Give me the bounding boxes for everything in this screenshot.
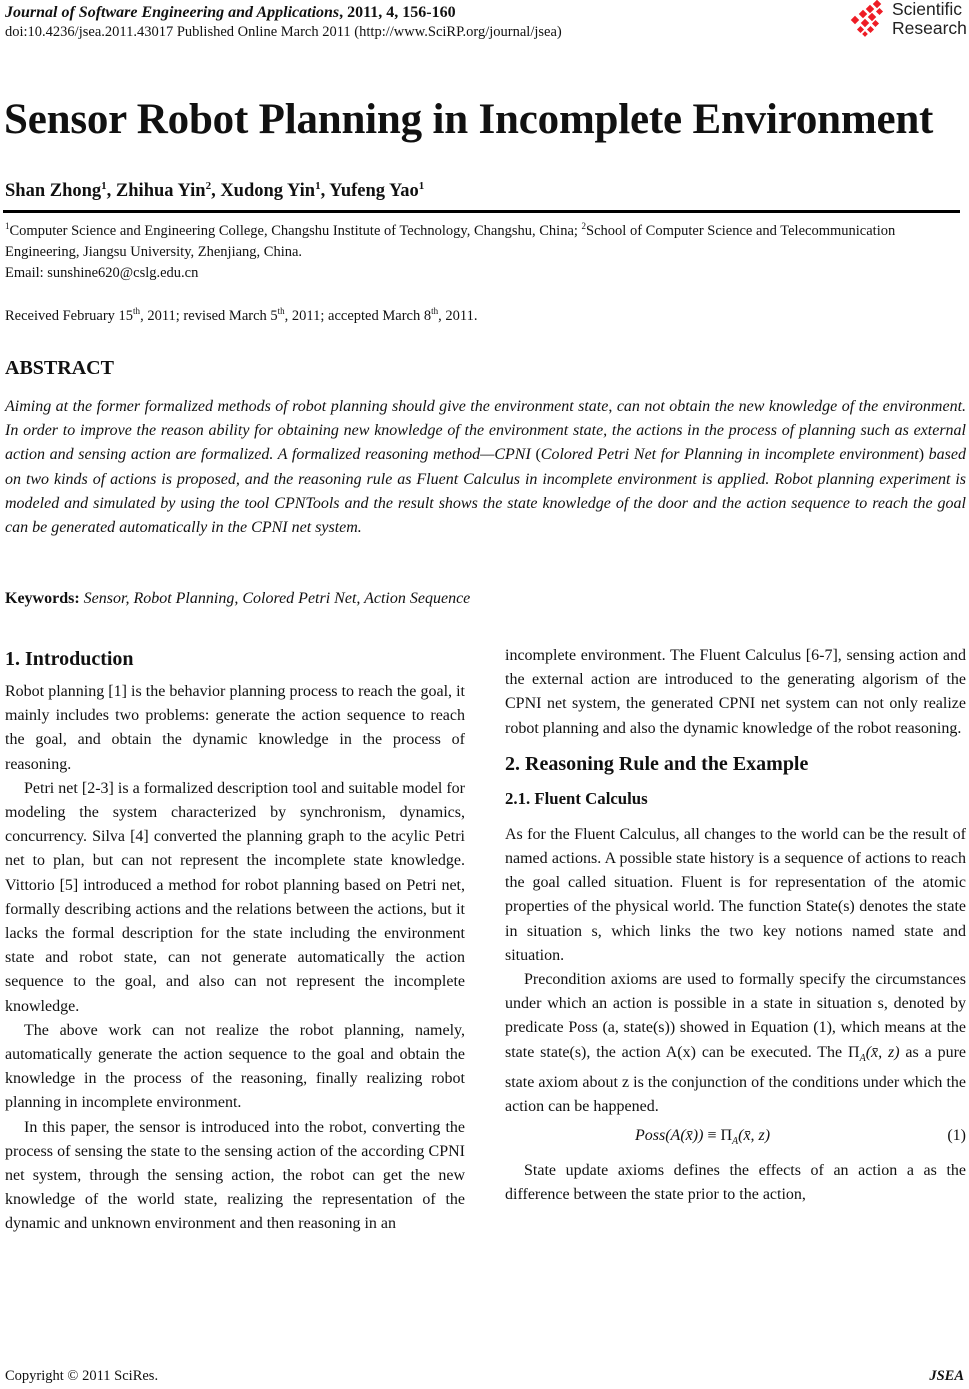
logo-text	[892, 0, 967, 38]
abstract-text: based on two kinds of actions is proposed, and the reasoning rule as Fluent Calculus in incomplete environment is applied. Robot planning experiment is modeled and simulated by using the tool CPNTools and the result shows the state knowledge of the door and the action sequence to reach the goal can be generated automatically in the CPNI net system.	[5, 446, 967, 537]
journal-abbreviation: JSEA	[929, 1368, 964, 1384]
equation-number: (1)	[947, 1127, 966, 1145]
equation-args: (x̄, z)	[738, 1127, 771, 1145]
date-end: , 2011.	[438, 308, 478, 324]
scientific-research-diamond-logo-icon	[850, 0, 892, 40]
keywords-list: Sensor, Robot Planning, Colored Petri Net, Action Sequence	[79, 590, 471, 607]
math-args: (x̄, z)	[865, 1043, 900, 1061]
math-subscript: A	[859, 1052, 866, 1064]
ordinal: th	[431, 306, 439, 316]
affiliation-1: Computer Science and Engineering College, Changshu Institute of Technology, Changshu, China;	[9, 223, 582, 239]
logo-line2: Research	[892, 18, 967, 38]
copyright: Copyright © 2011 SciRes.	[5, 1368, 159, 1384]
right-column	[505, 644, 966, 1208]
paragraph: The above work can not realize the robot planning, namely, automatically generate the action sequence to the goal and obtain the knowledge in the process of the reasoning, finally realizing robot planning in incomplete environment.	[5, 1021, 465, 1112]
abstract-text: Aiming at the former formalized methods of robot planning should give the environment state	[5, 398, 609, 415]
section-heading-reasoning-rule: 2. Reasoning Rule and the Example	[505, 752, 809, 775]
equation-operator: ≡	[703, 1127, 721, 1145]
abstract-text: Colored Petri Net for Planning in incomplete environment	[540, 446, 919, 464]
paper-title: Sensor Robot Planning in Incomplete Environment	[4, 96, 934, 143]
paragraph: In this paper, the sensor is introduced into the robot, converting the process of sensing the state to the sensing action of the according CPNI net system, through the sensing action, the robot can get the new knowledge of the world state, realizing the representation of the dynamic and unknown environment and then reasoning in an	[5, 1118, 465, 1233]
abstract-text: can not obtain the new knowledge of the environment. In order to improve the reason ability for obtaining new knowledge of the environment state, the actions in the process of planning such as external action and sensing action are formalized. A formalized reasoning method—CPNI	[5, 398, 967, 464]
title-divider	[3, 210, 960, 213]
math-pi-symbol: Π	[848, 1043, 860, 1061]
author-affiliation-mark: 1	[315, 180, 321, 192]
doi-line: doi:10.4236/jsea.2011.43017 Published Online March 2011 (http://www.SciRP.org/journal/jsea)	[5, 24, 562, 40]
abstract-body	[5, 395, 966, 540]
author-name: Yufeng Yao	[329, 181, 419, 201]
author-affiliation-mark: 2	[205, 180, 212, 192]
received-dates	[5, 306, 477, 326]
journal-issue: , 2011, 4, 156-160	[339, 4, 456, 21]
equation-lhs: Poss(A(x̄))	[635, 1127, 704, 1145]
accepted-text: , 2011; accepted March 8	[284, 308, 432, 324]
journal-name: Journal of Software Engineering and Applications	[5, 4, 340, 21]
publisher-logo	[850, 0, 969, 42]
paragraph	[505, 968, 966, 1119]
paragraph-text: Precondition axioms are used to formally specify the circumstances under which an action is possible in a state in situation s, denoted by predicate Poss (a, state(s)) showed in Equation (1), which means at the state state(s), the action A(x) can be executed. The	[505, 971, 966, 1061]
author-name: Shan Zhong	[5, 181, 102, 201]
author-affiliation-mark: 1	[418, 180, 425, 192]
author-name: Zhihua Yin	[115, 181, 206, 201]
equation-subscript: A	[732, 1136, 739, 1148]
ordinal: th	[277, 306, 285, 316]
abstract-heading: ABSTRACT	[5, 357, 114, 379]
contact-email: Email: sunshine620@cslg.edu.cn	[5, 265, 199, 281]
affiliation-mark: 1	[5, 221, 10, 231]
author-name: Xudong Yin	[220, 181, 316, 201]
paragraph: Robot planning [1] is the behavior planning process to reach the goal, it mainly includes two problems: generate the action sequence to reach the goal, and obtain the dynamic knowledge in the process of reasoning.	[5, 683, 465, 773]
journal-header	[5, 3, 456, 23]
paragraph: Petri net [2-3] is a formalized description tool and suitable model for modeling the system characterized by synchronism, dynamics, concurrency. Silva [4] converted the planning graph to the acylic Petri net to plan, but can not represent the incomplete state knowledge. Vittorio [5] introduced a method for robot planning based on Petri net, formally describing actions and the relations between the actions, but it lacks the formal description for the state including the environment state and robot state, can not generate automatically the action sequence to the goal, and also can not represent the incomplete knowledge.	[5, 779, 465, 1015]
author-list: Shan Zhong$^1$, Zhihua Yin$^2$, Xudong Yin$^1$, Yufeng Yao$^1$	[5, 180, 425, 201]
paragraph: incomplete environment. The Fluent Calculus [6-7], sensing action and the external action are introduced to the generating algorism of the CPNI net system, the generated CPNI net system can not only realize robot planning and also the dynamic knowledge of the robot reasoning.	[505, 647, 966, 737]
left-column	[5, 644, 465, 1237]
ordinal: th	[133, 306, 141, 316]
paragraph-text: as a pure state axiom about z is the conjunction of the conditions under which the action can be happened.	[505, 1043, 967, 1116]
abstract-text: ,	[608, 398, 617, 415]
equation-1	[505, 1119, 966, 1153]
abstract-text: )	[918, 446, 925, 464]
logo-line1: Scientific	[892, 0, 963, 19]
keywords	[5, 588, 470, 610]
keywords-label: Keywords:	[5, 590, 80, 607]
paragraph: As for the Fluent Calculus, all changes to the world can be the result of named actions. A possible state history is a sequence of actions to reach the goal called situation. Fluent is for representation of the atomic properties of the physical world. The function State(s) denotes the state in situation s, which links the two key notions named state and situation.	[505, 825, 966, 964]
affiliation-mark: 2	[581, 221, 587, 231]
received-text: Received February 15	[5, 308, 134, 324]
equation-body	[635, 1119, 770, 1159]
equation-pi: Π	[720, 1127, 733, 1145]
author-affiliation-mark: 1	[101, 180, 107, 192]
affiliation-2: School of Computer Science and Telecommunication Engineering, Jiangsu University, Zhenjiang, China.	[5, 223, 896, 260]
revised-text: , 2011; revised March 5	[140, 308, 278, 324]
abstract-text: (	[535, 446, 541, 464]
affiliations	[5, 221, 967, 284]
paragraph: State update axioms defines the effects of an action a as the difference between the state prior to the action,	[505, 1162, 966, 1204]
subsection-heading-fluent-calculus: 2.1. Fluent Calculus	[505, 788, 648, 808]
section-heading-introduction: 1. Introduction	[5, 648, 134, 670]
